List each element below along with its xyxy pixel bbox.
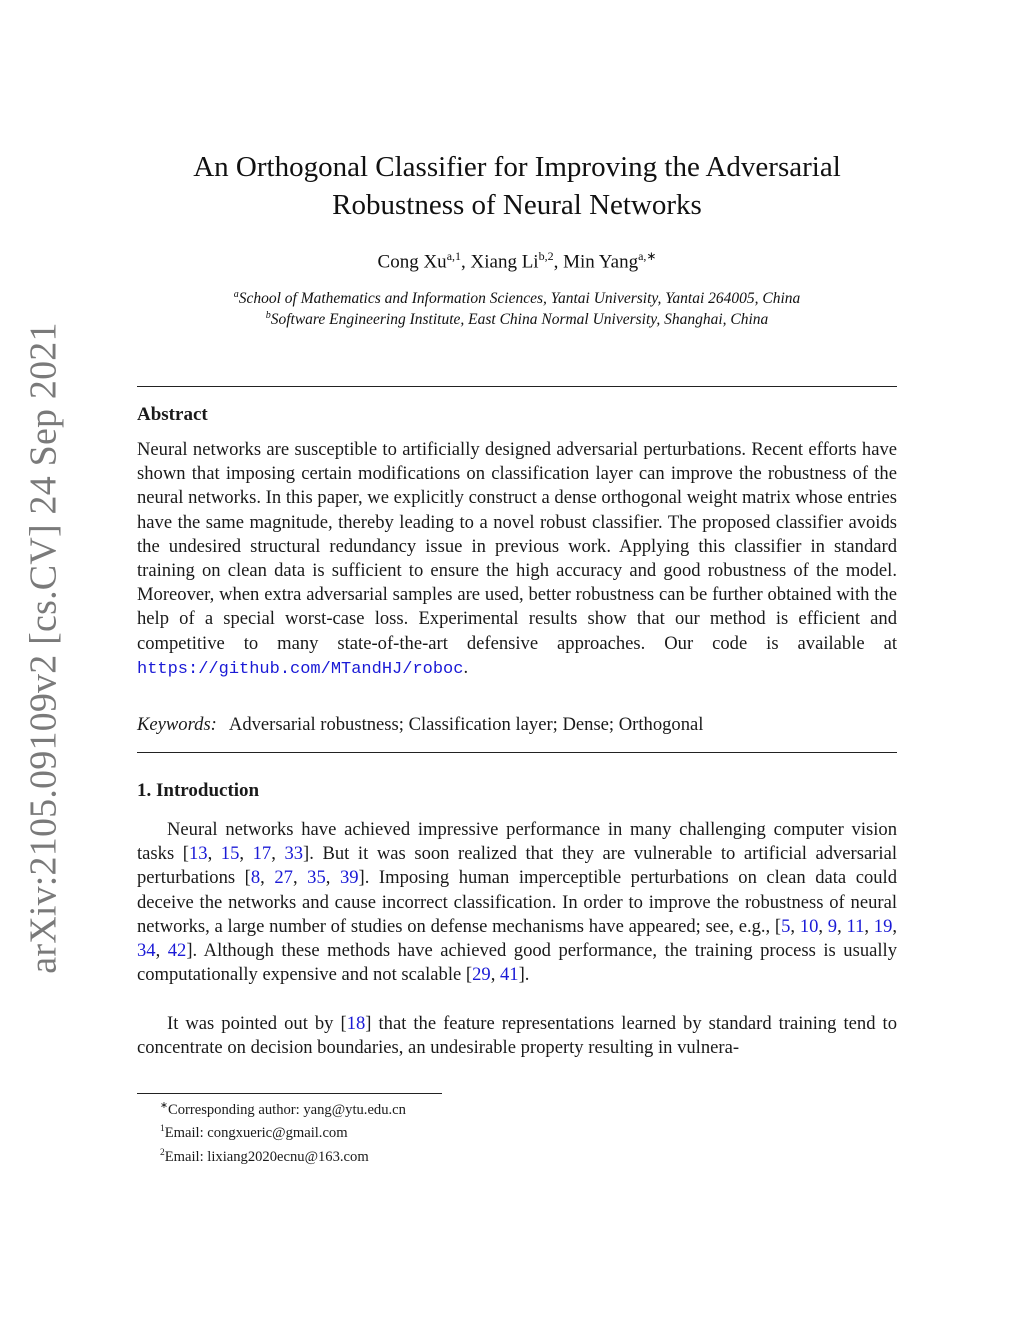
keywords-line xyxy=(137,714,897,736)
abstract-body xyxy=(137,438,897,682)
footnote-mark: ∗ xyxy=(160,1101,168,1111)
author-list: Cong Xu$^{a,1}$, Xiang Li$^{b,2}$, Min Yang$^{a,∗}$ xyxy=(377,249,657,273)
footnote-mark: 2 xyxy=(160,1147,165,1158)
abstract-top-rule xyxy=(137,386,897,387)
abstract-heading: Abstract xyxy=(137,404,208,425)
affiliation-b xyxy=(137,310,897,329)
footnote-text: Email: lixiang2020ecnu@163.com xyxy=(164,1148,369,1165)
citation-link[interactable]: 15 xyxy=(220,843,240,865)
citation-link[interactable]: 19 xyxy=(873,915,893,937)
citation-link[interactable]: 34 xyxy=(137,940,156,962)
citation-link[interactable]: 35 xyxy=(307,867,326,889)
footnote-item xyxy=(160,1144,406,1167)
affiliation-mark: a xyxy=(233,289,239,300)
author-sup: a,∗ xyxy=(638,249,657,263)
author-sup: b,2 xyxy=(538,249,554,263)
citation-link[interactable]: 9 xyxy=(827,915,838,937)
keywords-text: Adversarial robustness; Classification layer; Dense; Orthogonal xyxy=(228,714,704,735)
intro-text: ]. xyxy=(518,964,530,986)
citation-link[interactable]: 8 xyxy=(250,867,261,889)
intro-text: ]. Imposing human imperceptible perturbations on clean data could deceive the networks and cause incorrect classification. In order to improve the robustness of neural networks, a large number of studies on defense mechanisms have appeared; see, e.g., [ xyxy=(137,867,898,937)
intro-text: Neural networks have achieved impressive performance in many challenging computer vision tasks [ xyxy=(137,819,897,865)
footnote-text: Corresponding author: yang@ytu.edu.cn xyxy=(167,1101,406,1118)
abstract-end: . xyxy=(463,656,469,678)
author-sup: a,1 xyxy=(446,249,462,263)
abstract-text: Neural networks are susceptible to artificially designed adversarial perturbations. Recent efforts have shown that imposing certain modifications on classification layer can improve the robustness of the neural networks. In this paper, we explicitly construct a dense orthogonal weight matrix whose entries have the same magnitude, thereby leading to a novel robust classifier. The proposed classifier avoids the undesired structural redundancy issue in previous work. Applying this classifier in standard training on clean data is sufficient to ensure the high accuracy and good robustness of the model. Moreover, when extra adversarial samples are used, better robustness can be further obtained with the help of a special worst-case loss. Experimental results show that our method is efficient and competitive to many state-of-the-art defensive approaches. Our code is available at xyxy=(137,439,897,654)
abstract-bottom-rule xyxy=(137,752,897,753)
arxiv-stamp-text: arXiv:2105.09109v2 [cs.CV] 24 Sep 2021 xyxy=(23,322,65,974)
paper-title xyxy=(137,148,897,224)
citation-link[interactable]: 11 xyxy=(846,915,865,937)
footnote-mark: 1 xyxy=(160,1124,165,1135)
affiliation-a xyxy=(137,289,897,308)
footnotes xyxy=(160,1097,406,1167)
citation-link[interactable]: 42 xyxy=(167,940,187,962)
citation-link[interactable]: 10 xyxy=(799,915,819,937)
section-heading-introduction: 1. Introduction xyxy=(137,780,260,801)
arxiv-stamp xyxy=(23,322,65,974)
citation-link[interactable]: 33 xyxy=(284,843,304,865)
intro-text: ] that the feature representations learned by standard training tend to concentrate on decision boundaries, an undesirable property resulting in vulnera- xyxy=(137,1013,897,1059)
footnote-item xyxy=(160,1120,406,1143)
title-line-2: Robustness of Neural Networks xyxy=(332,189,702,221)
citation-link[interactable]: 29 xyxy=(472,964,491,986)
citation-link[interactable]: 18 xyxy=(346,1013,366,1034)
citation-link[interactable]: 13 xyxy=(188,843,208,865)
citation-link[interactable]: 5 xyxy=(781,915,791,937)
intro-text: ]. Although these methods have achieved good performance, the training process is usually computationally expensive and not scalable [ xyxy=(137,940,898,986)
affiliation-text: Software Engineering Institute, East China Normal University, Shanghai, China xyxy=(270,311,769,329)
keywords-label: Keywords: xyxy=(137,714,217,735)
code-repository-link[interactable]: https://github.com/MTandHJ/roboc xyxy=(137,659,464,679)
citation-link[interactable]: 39 xyxy=(339,867,359,889)
affiliation-text: School of Mathematics and Information Sciences, Yantai University, Yantai 264005, China xyxy=(238,290,801,308)
author-name: Xiang Li xyxy=(470,251,539,273)
affiliation-mark: b xyxy=(265,310,271,321)
intro-paragraph-1: Neural networks have achieved impressive performance in many challenging computer vision tasks [13, 15, 17, 33]. But it was soon realized that they are vulnerable to artificial adversarial perturbations [8, 27, 35, 39]. Imposing human imperceptible perturbations on clean data could deceive the networks and cause incorrect classification. In order to improve the robustness of neural networks, a large number of studies on defense mechanisms have appeared; see, e.g., [5, 10, 9, 11, 19, 34, 42]. Although these methods have achieved good performance, the training process is usually computationally expensive and not scalable [29, 41]. xyxy=(137,819,898,986)
title-line-1: An Orthogonal Classifier for Improving the Adversarial xyxy=(193,151,841,183)
citation-link[interactable]: 41 xyxy=(500,964,519,986)
author-name: Min Yang xyxy=(563,251,639,273)
intro-paragraph-2 xyxy=(137,1012,897,1060)
author-name: Cong Xu xyxy=(377,251,447,273)
footnote-text: Email: congxueric@gmail.com xyxy=(164,1125,348,1142)
footnote-rule xyxy=(137,1093,442,1094)
citation-link[interactable]: 17 xyxy=(252,843,272,865)
citation-link[interactable]: 27 xyxy=(274,867,293,889)
intro-text: It was pointed out by [ xyxy=(167,1013,347,1034)
intro-text: ]. But it was soon realized that they are vulnerable to artificial adversarial perturbations [ xyxy=(137,843,898,889)
footnote-item xyxy=(160,1097,406,1120)
